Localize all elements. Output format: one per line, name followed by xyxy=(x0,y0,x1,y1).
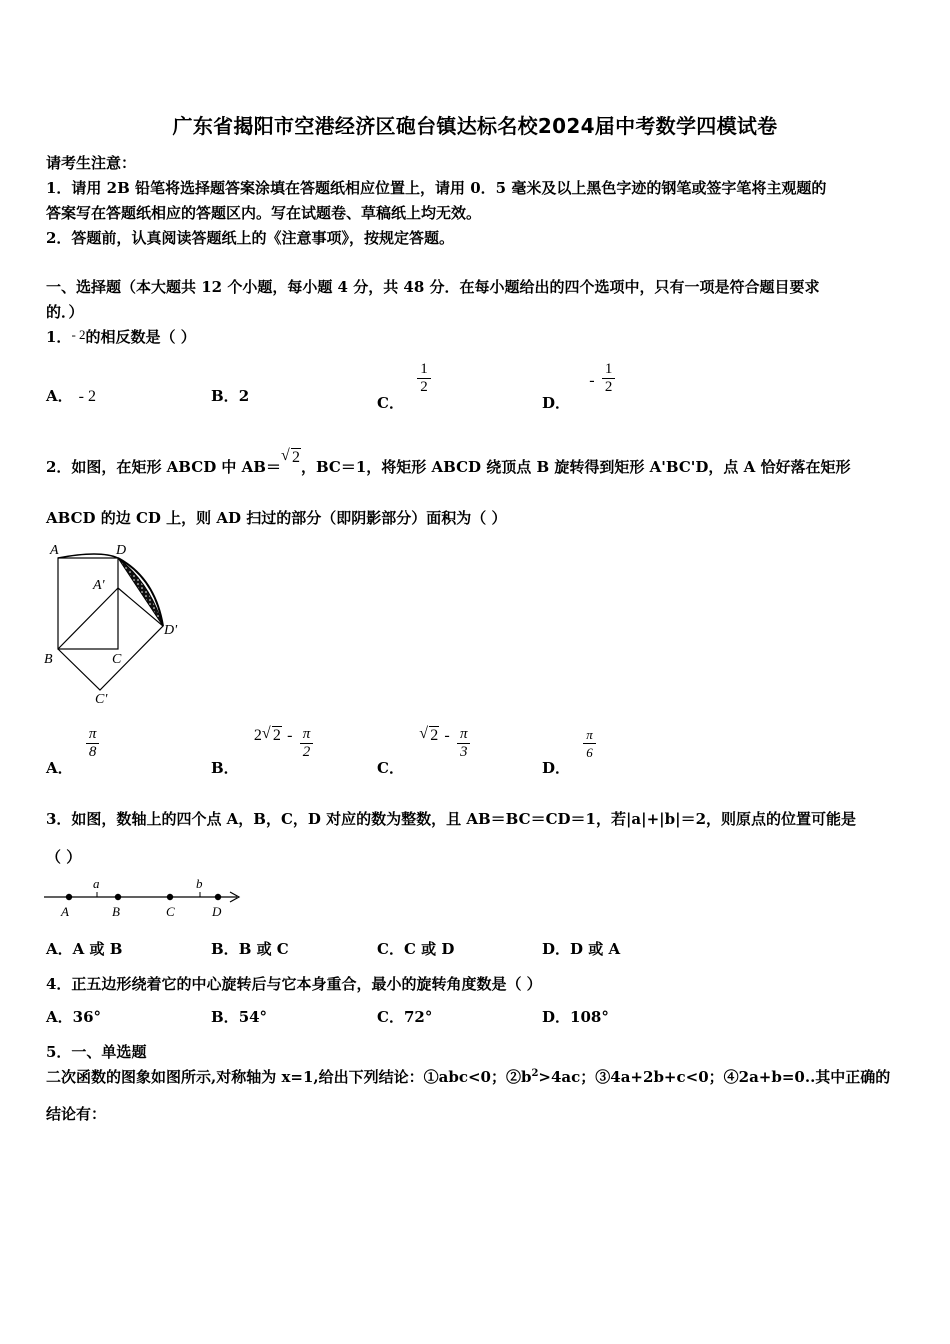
notice-item-1b: 答案写在答题纸相应的答题区内。写在试题卷、草稿纸上均无效。 xyxy=(46,204,482,222)
page-title: 广东省揭阳市空港经济区砲台镇达标名校2024届中考数学四模试卷 xyxy=(172,114,778,138)
q2-rotation-figure xyxy=(40,538,190,708)
point-D xyxy=(215,894,221,900)
q3-option-c[interactable]: C．C 或 D xyxy=(377,940,455,958)
label-a: a xyxy=(93,876,100,891)
label-C: C xyxy=(112,652,122,667)
rectangle-a1bc1d1 xyxy=(58,588,163,690)
q3-option-a[interactable]: A．A 或 B xyxy=(46,940,123,958)
label-C-prime: C' xyxy=(95,692,108,707)
q4-stem: 4．正五边形绕着它的中心旋转后与它本身重合，最小的旋转角度数是（ ） xyxy=(46,975,542,993)
q1-option-c[interactable]: C． $\frac{1}{2}$ xyxy=(377,361,433,396)
q4-option-b[interactable]: B．54° xyxy=(211,1008,268,1026)
point-B xyxy=(115,894,121,900)
q1-option-d[interactable]: D． - $\frac{1}{2}$ xyxy=(542,361,617,396)
label-A: A xyxy=(50,543,59,558)
section1-line1: 一、选择题（本大题共 12 个小题，每小题 4 分，共 48 分．在每小题给出的四个选项中，只有一项是符合题目要求 xyxy=(46,278,820,296)
q5-heading: 5．一、单选题 xyxy=(46,1043,147,1061)
notice-item-2: 2．答题前，认真阅读答题纸上的《注意事项》，按规定答题。 xyxy=(46,229,454,247)
label-A-prime: A' xyxy=(93,578,105,593)
rectangle-abcd xyxy=(58,558,118,649)
q4-option-c[interactable]: C．72° xyxy=(377,1008,433,1026)
q1-option-b[interactable]: B．2 xyxy=(211,387,250,405)
point-A xyxy=(66,894,72,900)
q4-option-d[interactable]: D．108° xyxy=(542,1008,609,1026)
label-D: D xyxy=(212,904,222,919)
label-b: b xyxy=(196,876,203,891)
q2-option-c[interactable]: C． √ 2 - $\frac{\pi}{3}$ xyxy=(377,726,473,761)
q3-option-d[interactable]: D．D 或 A xyxy=(542,940,621,958)
notice-heading: 请考生注意： xyxy=(46,154,137,172)
q3-stem-line2: （ ） xyxy=(46,848,82,866)
q2-option-a[interactable]: A． $\frac{\pi}{8}$ xyxy=(46,726,101,761)
label-B: B xyxy=(44,652,53,667)
q4-option-a[interactable]: A．36° xyxy=(46,1008,102,1026)
q2-option-b[interactable]: B． 2 √ 2 - $\frac{\pi}{2}$ xyxy=(211,726,315,761)
q3-number-line xyxy=(42,872,247,922)
label-B: B xyxy=(112,904,120,919)
q2-stem-line1: 2．如图，在矩形 ABCD 中 AB＝ √ 2，BC＝1，将矩形 ABCD 绕顶点 B 旋转得到矩形 A'BC'D，点 A 恰好落在矩形 xyxy=(46,447,851,476)
label-A: A xyxy=(61,904,69,919)
label-D-prime: D' xyxy=(164,623,178,638)
q1-option-a[interactable]: A． - 2 xyxy=(46,387,96,405)
q5-stem-line2: 结论有： xyxy=(46,1105,107,1123)
q5-stem-line1: 二次函数的图象如图所示,对称轴为 x=1,给出下列结论：①abc<0；$②b^2>4ac$；③4a+2b+c<0；④2a+b=0..其中正确的 xyxy=(46,1068,891,1086)
label-D: D xyxy=(116,543,127,558)
q3-stem-line1: 3．如图，数轴上的四个点 A，B，C，D 对应的数为整数，且 AB＝BC＝CD＝1，若|a|+|b|＝2，则原点的位置可能是 xyxy=(46,810,857,828)
section1-line2: 的．） xyxy=(46,303,84,321)
q2-option-d[interactable]: D． $\frac{\pi}{6}$ xyxy=(542,726,598,761)
notice-item-1a: 1．请用 2B 铅笔将选择题答案涂填在答题纸相应位置上，请用 0．5 毫米及以上黑色字迹的钢笔或签字笔将主观题的 xyxy=(46,179,827,197)
label-C: C xyxy=(166,904,175,919)
q2-stem-line2: ABCD 的边 CD 上，则 AD 扫过的部分（即阴影部分）面积为（ ） xyxy=(46,509,507,527)
q3-option-b[interactable]: B．B 或 C xyxy=(211,940,289,958)
shaded-region xyxy=(58,558,163,626)
q1-stem: 1．- 2的相反数是（ ） xyxy=(46,327,196,346)
point-C xyxy=(167,894,173,900)
